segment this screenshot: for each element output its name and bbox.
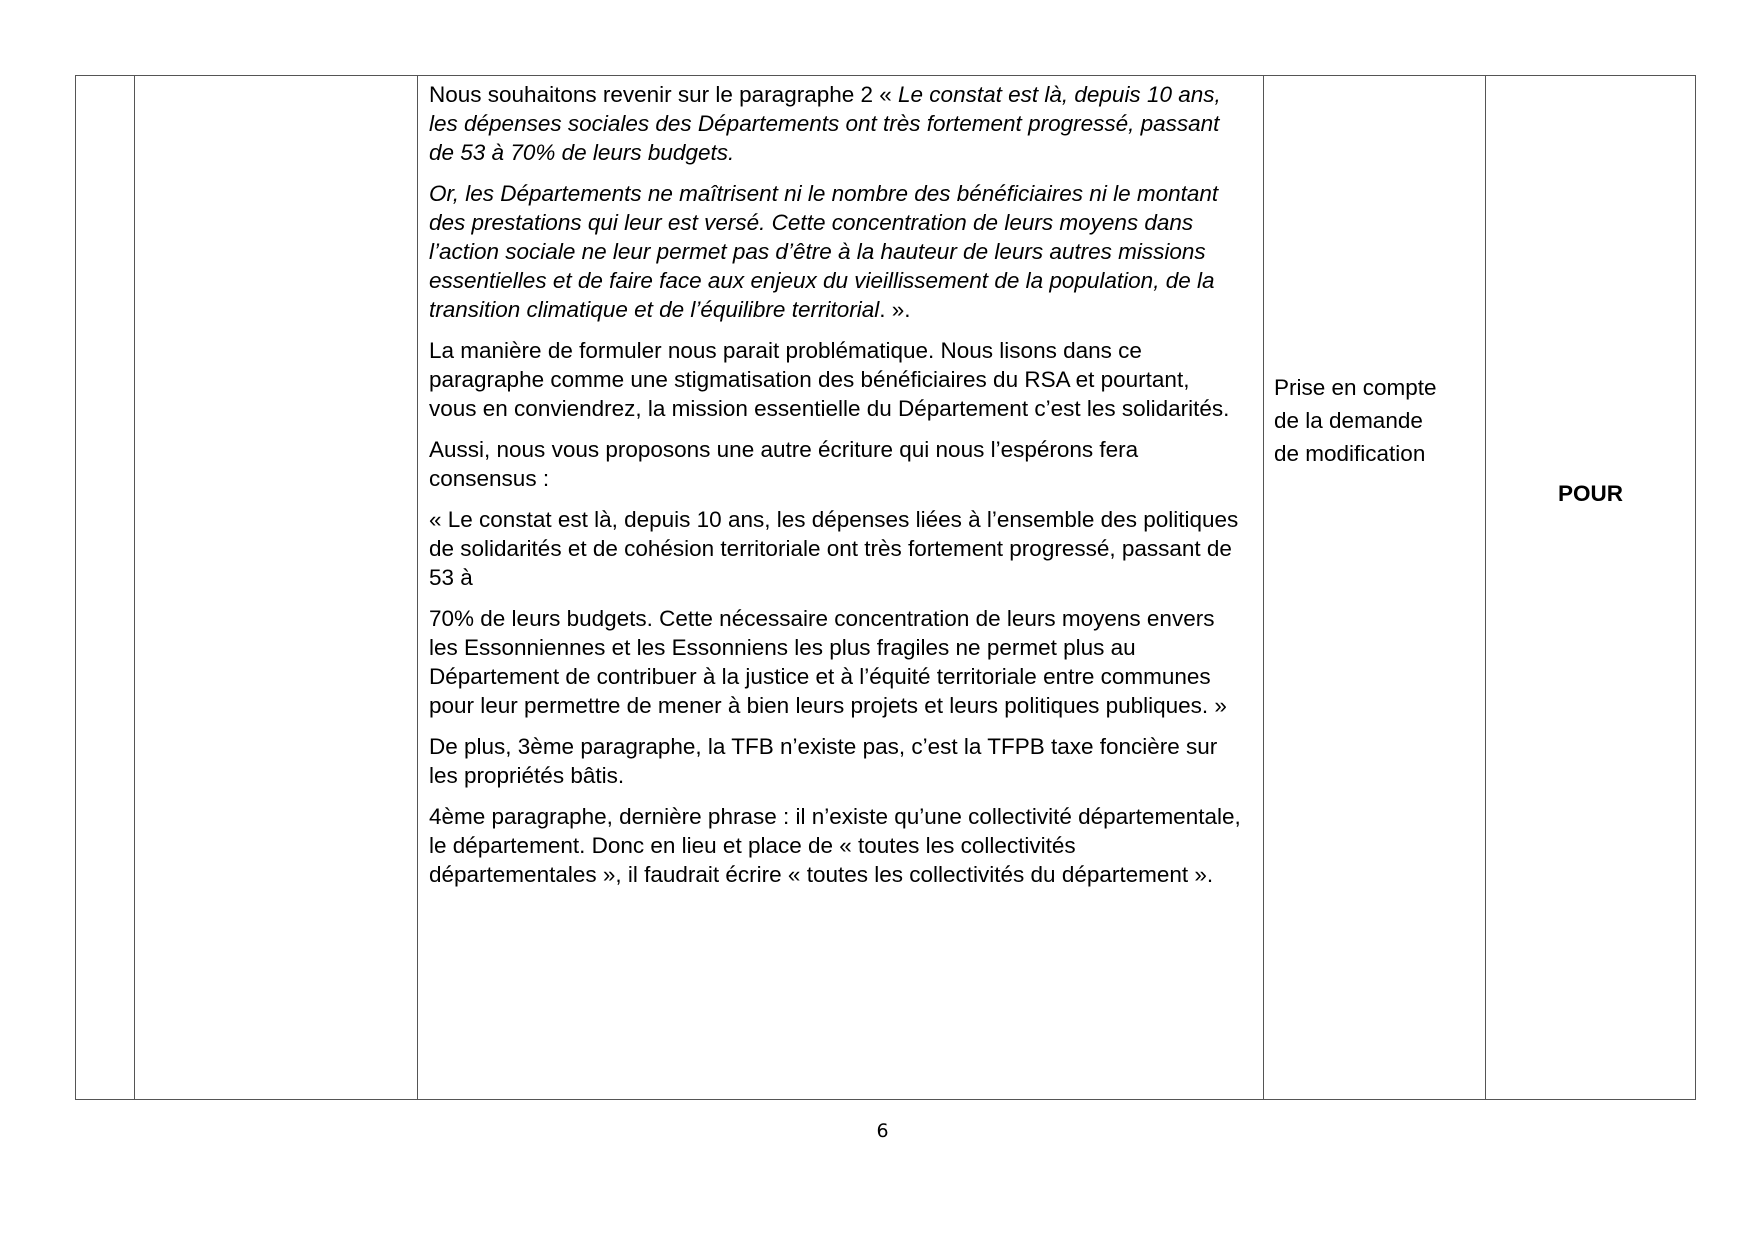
vote-result: POUR <box>1557 481 1623 506</box>
paragraph-5: « Le constat est là, depuis 10 ans, les dépenses liées à l’ensemble des politiques de solidarités et de cohésion territoriale ont très fortement progressé, passant de 53 à <box>429 507 1239 590</box>
amendment-table <box>75 75 1696 1100</box>
page-number: 6 <box>876 1120 889 1142</box>
paragraph-3: La manière de formuler nous parait problématique. Nous lisons dans ce paragraphe comme une stigmatisation des bénéficiaires du RSA et pourtant, vous en conviendrez, la mission essentielle du Département c’est les solidarités. <box>429 338 1230 421</box>
table-row <box>76 76 1696 1100</box>
paragraph-8: 4ème paragraphe, dernière phrase : il n’existe qu’une collectivité départementale, le département. Donc en lieu et place de « toutes les collectivités départementales », il faudrait écrire « toutes les collectivités du département ». <box>429 804 1241 887</box>
decision-line-1: Prise en compte <box>1274 375 1437 400</box>
paragraph-2-tail: . ». <box>879 297 911 322</box>
decision-line-2: de la demande <box>1274 408 1423 433</box>
paragraph-2-quote: Or, les Départements ne maîtrisent ni le nombre des bénéficiaires ni le montant des prestations qui leur est versé. Cette concentration de leurs moyens dans l’action sociale ne leur permet pas d’être à la hauteur de leurs autres missions essentielles et de faire face aux enjeux du vieillissement de la population, de la transition climatique et de l’équilibre territorial <box>429 181 1219 322</box>
decision-line-3: de modification <box>1274 441 1426 466</box>
paragraph-2 <box>429 179 1241 324</box>
decision-cell <box>1264 76 1486 1100</box>
paragraph-7: De plus, 3ème paragraphe, la TFB n’existe pas, c’est la TFPB taxe foncière sur les propriétés bâtis. <box>429 734 1218 788</box>
paragraph-1 <box>429 80 1241 167</box>
paragraph-1-lead: Nous souhaitons revenir sur le paragraphe 2 « <box>429 82 899 107</box>
amendment-text-cell <box>418 76 1264 1100</box>
empty-cell-reference <box>135 76 418 1100</box>
paragraph-1-quote: Le constat est là, depuis 10 ans, les dépenses sociales des Départements ont très fortement progressé, passant de 53 à 70% de leurs budgets. <box>429 82 1221 165</box>
vote-cell <box>1486 76 1696 1100</box>
empty-cell-number <box>76 76 135 1100</box>
paragraph-6: 70% de leurs budgets. Cette nécessaire concentration de leurs moyens envers les Essonniennes et les Essonniens les plus fragiles ne permet plus au Département de contribuer à la justice et à l’équité territoriale entre communes pour leur permettre de mener à bien leurs projets et leurs politiques publiques. » <box>429 606 1227 718</box>
paragraph-4: Aussi, nous vous proposons une autre écriture qui nous l’espérons fera consensus : <box>429 437 1139 491</box>
